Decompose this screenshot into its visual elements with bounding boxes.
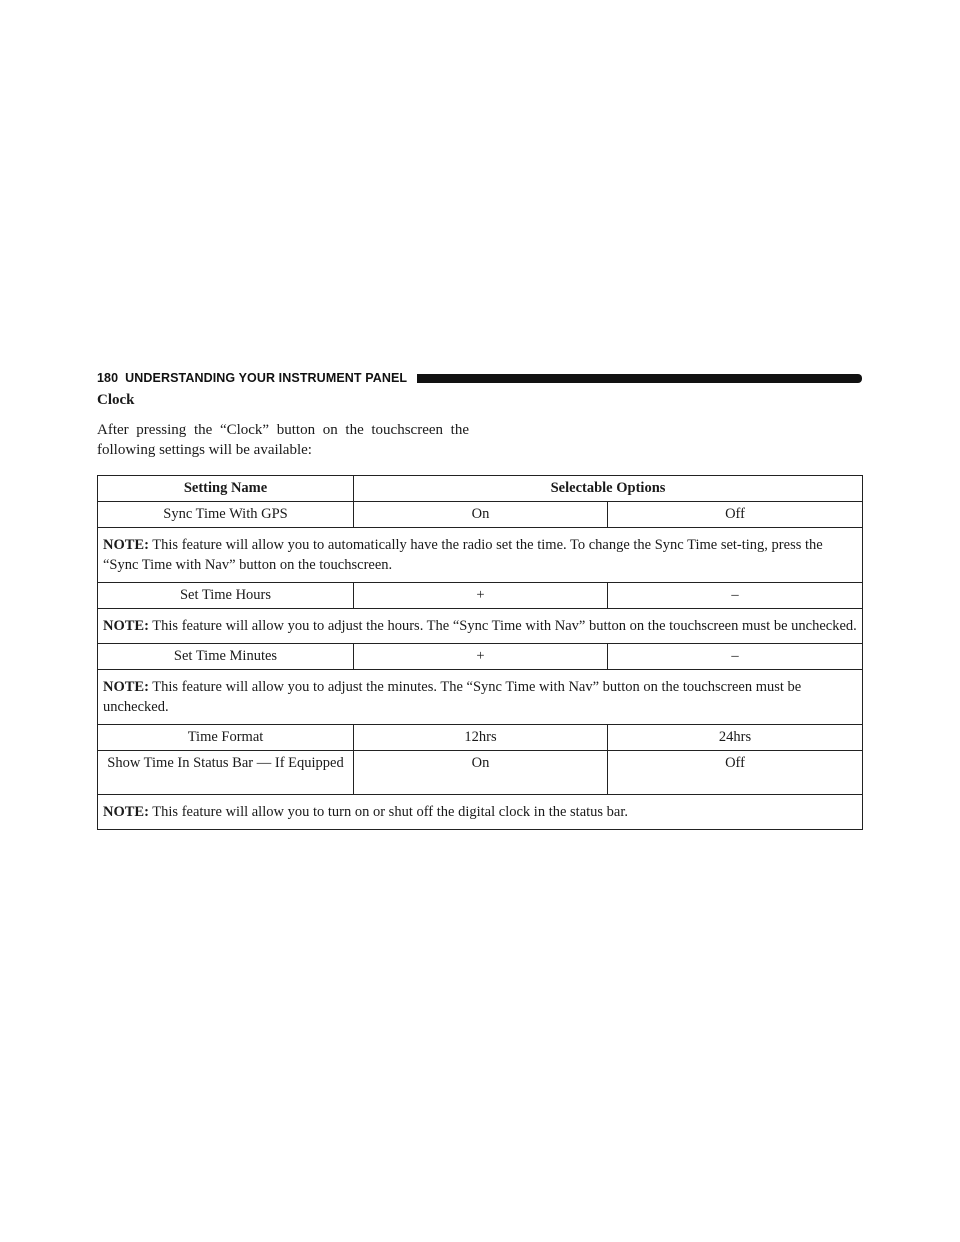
note-row	[98, 528, 863, 583]
note-label: NOTE:	[103, 804, 149, 820]
option-1: On	[354, 502, 608, 528]
note-text: This feature will allow you to adjust the minutes. The “Sync Time with Nav” button on the touchscreen must be unchecked.	[103, 679, 802, 715]
page-number: 180	[97, 371, 119, 385]
note-cell	[98, 528, 863, 583]
option-2: –	[608, 583, 863, 609]
option-2: 24hrs	[608, 725, 863, 751]
setting-name: Time Format	[98, 725, 354, 751]
note-cell	[98, 670, 863, 725]
option-1: On	[354, 751, 608, 795]
note-row	[98, 609, 863, 644]
page-header	[97, 370, 862, 386]
setting-name: Show Time In Status Bar — If Equipped	[98, 751, 354, 795]
option-2: Off	[608, 502, 863, 528]
note-row	[98, 670, 863, 725]
note-cell	[98, 795, 863, 830]
table-row	[98, 583, 863, 609]
setting-name: Set Time Minutes	[98, 644, 354, 670]
table-row	[98, 502, 863, 528]
setting-name: Set Time Hours	[98, 583, 354, 609]
option-2: Off	[608, 751, 863, 795]
option-2: –	[608, 644, 863, 670]
section-title: Clock	[97, 392, 135, 408]
note-label: NOTE:	[103, 679, 149, 695]
chapter-title: UNDERSTANDING YOUR INSTRUMENT PANEL	[125, 371, 408, 385]
column-header-selectable-options: Selectable Options	[354, 476, 863, 502]
option-1: +	[354, 583, 608, 609]
note-text: This feature will allow you to adjust the hours. The “Sync Time with Nav” button on the touchscreen must be unchecked.	[152, 618, 857, 634]
note-label: NOTE:	[103, 537, 149, 553]
column-header-setting-name: Setting Name	[98, 476, 354, 502]
setting-name: Sync Time With GPS	[98, 502, 354, 528]
option-1: 12hrs	[354, 725, 608, 751]
note-cell	[98, 609, 863, 644]
table-row	[98, 751, 863, 795]
table-header-row	[98, 476, 863, 502]
note-row	[98, 795, 863, 830]
intro-paragraph: After pressing the “Clock” button on the touchscreen the following settings will be available:	[97, 422, 469, 458]
header-rule	[417, 374, 862, 383]
note-text: This feature will allow you to turn on or shut off the digital clock in the status bar.	[152, 804, 629, 820]
table-row	[98, 644, 863, 670]
option-1: +	[354, 644, 608, 670]
note-text: This feature will allow you to automatically have the radio set the time. To change the Sync Time set-ting, press the “Sync Time with Nav” button on the touchscreen.	[103, 537, 823, 573]
clock-settings-table	[97, 475, 863, 830]
note-label: NOTE:	[103, 618, 149, 634]
table-row	[98, 725, 863, 751]
